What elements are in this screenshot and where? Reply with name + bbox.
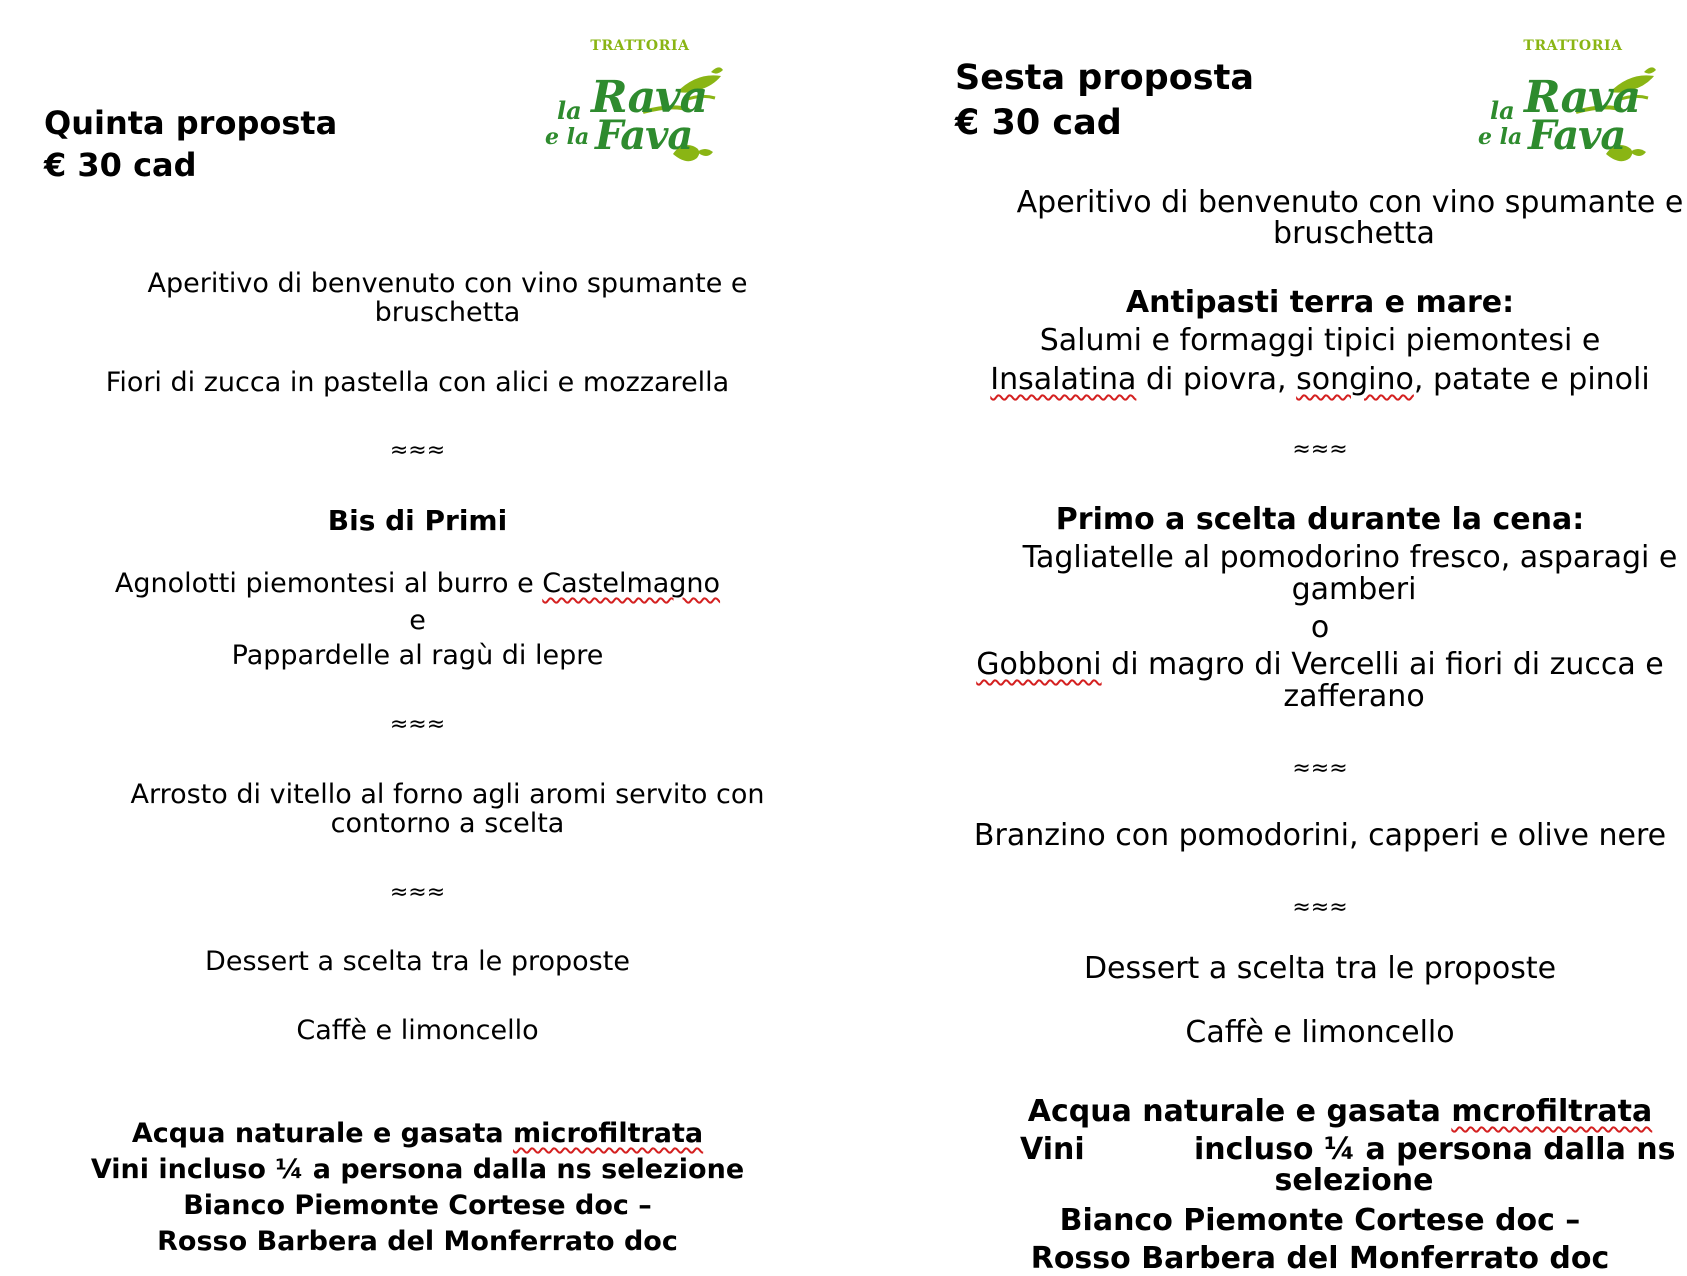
- left-primo-1-spellcheck-word: Castelmagno: [542, 568, 721, 599]
- logo-tagline: TRATTORIA: [1523, 38, 1623, 54]
- right-primo-2-line1: [970, 647, 1670, 682]
- left-trattoria-logo: [545, 38, 735, 158]
- right-vini-line1: incluso ¼ a persona dalla ns: [1194, 1132, 1676, 1167]
- right-primi-conjunction: o: [1310, 610, 1330, 645]
- left-separator-3: ≈≈≈: [389, 880, 446, 905]
- logo-word-ela: e la: [545, 124, 590, 150]
- left-secondo-line1: Arrosto di vitello al forno agli aromi servito con: [130, 779, 765, 810]
- left-primi-heading: Bis di Primi: [327, 504, 508, 537]
- right-acqua-spellcheck-word: mcrofiltrata: [1451, 1094, 1653, 1129]
- right-separator-2: ≈≈≈: [1292, 756, 1348, 781]
- logo-word-ela: e la: [1478, 124, 1523, 150]
- left-separator-2: ≈≈≈: [389, 712, 446, 737]
- right-antipasti-line1: Salumi e formaggi tipici piemontesi e: [1039, 323, 1601, 358]
- right-primo-1-line2: gamberi: [1291, 572, 1417, 607]
- left-separator-1: ≈≈≈: [389, 438, 446, 463]
- left-bianco: Bianco Piemonte Cortese doc –: [183, 1190, 652, 1221]
- left-aperitivo-line2: bruschetta: [374, 297, 521, 328]
- logo-word-la: la: [557, 96, 582, 125]
- right-antipasti-spellcheck-word-2: songino: [1296, 362, 1414, 397]
- logo-word-rava: Rava: [591, 72, 708, 123]
- right-acqua-text: Acqua naturale e gasata: [1027, 1094, 1452, 1129]
- left-aperitivo-line1: Aperitivo di benvenuto con vino spumante e: [147, 268, 748, 299]
- left-title: Quinta proposta: [44, 104, 338, 142]
- left-caffe: Caffè e limoncello: [296, 1015, 539, 1046]
- right-primo-2-text: di magro di Vercelli ai fiori di zucca e: [1101, 647, 1664, 682]
- left-vini: Vini incluso ¼ a persona dalla ns selezione: [90, 1154, 745, 1185]
- logo-tagline: TRATTORIA: [590, 38, 690, 54]
- right-antipasti-text-1: di piovra,: [1136, 362, 1297, 397]
- logo-word-fava: Fava: [595, 112, 693, 159]
- right-antipasti-heading: Antipasti terra e mare:: [1125, 285, 1515, 320]
- right-dessert: Dessert a scelta tra le proposte: [1083, 951, 1557, 986]
- right-primo-2-line2: zafferano: [1283, 679, 1425, 714]
- left-primo-1-text: Agnolotti piemontesi al burro e: [114, 568, 543, 599]
- logo-word-la: la: [1490, 96, 1515, 125]
- right-antipasti-spellcheck-word-1: Insalatina: [990, 362, 1137, 397]
- left-primi-conjunction: e: [409, 605, 426, 636]
- right-rosso: Rosso Barbera del Monferrato doc: [1030, 1241, 1610, 1276]
- left-antipasto: Fiori di zucca in pastella con alici e mozzarella: [105, 367, 730, 398]
- left-acqua: [60, 1118, 775, 1149]
- left-primo-1: [60, 568, 775, 599]
- right-separator-3: ≈≈≈: [1292, 895, 1348, 920]
- right-secondo: Branzino con pomodorini, capperi e olive nere: [973, 818, 1667, 853]
- right-aperitivo-line2: bruschetta: [1273, 216, 1435, 251]
- left-rosso: Rosso Barbera del Monferrato doc: [157, 1226, 678, 1257]
- right-primo-1-line1: Tagliatelle al pomodorino fresco, asparagi e: [1022, 540, 1678, 575]
- right-antipasti-text-2: , patate e pinoli: [1413, 362, 1650, 397]
- right-vini-label: Vini: [1020, 1132, 1085, 1167]
- right-acqua: [990, 1094, 1687, 1129]
- right-separator-1: ≈≈≈: [1292, 437, 1348, 462]
- left-secondo-line2: contorno a scelta: [330, 808, 565, 839]
- left-dessert: Dessert a scelta tra le proposte: [205, 946, 630, 977]
- right-caffe: Caffè e limoncello: [1185, 1015, 1455, 1050]
- left-acqua-text: Acqua naturale e gasata: [131, 1118, 514, 1149]
- right-aperitivo-line1: Aperitivo di benvenuto con vino spumante e: [1016, 185, 1684, 220]
- right-price: € 30 cad: [955, 103, 1122, 143]
- left-primo-2: Pappardelle al ragù di lepre: [231, 640, 604, 671]
- right-primo-heading: Primo a scelta durante la cena:: [1055, 502, 1585, 537]
- right-vini-line2: selezione: [1274, 1163, 1434, 1198]
- right-primo-2-spellcheck-word: Gobboni: [976, 647, 1102, 682]
- right-bianco: Bianco Piemonte Cortese doc –: [1059, 1203, 1581, 1238]
- right-trattoria-logo: [1478, 38, 1668, 158]
- left-acqua-spellcheck-word: microfiltrata: [513, 1118, 704, 1149]
- logo-word-rava: Rava: [1524, 72, 1641, 123]
- right-antipasti-line2: [970, 362, 1670, 397]
- logo-word-fava: Fava: [1528, 112, 1626, 159]
- left-price: € 30 cad: [44, 146, 197, 184]
- right-title: Sesta proposta: [955, 58, 1254, 98]
